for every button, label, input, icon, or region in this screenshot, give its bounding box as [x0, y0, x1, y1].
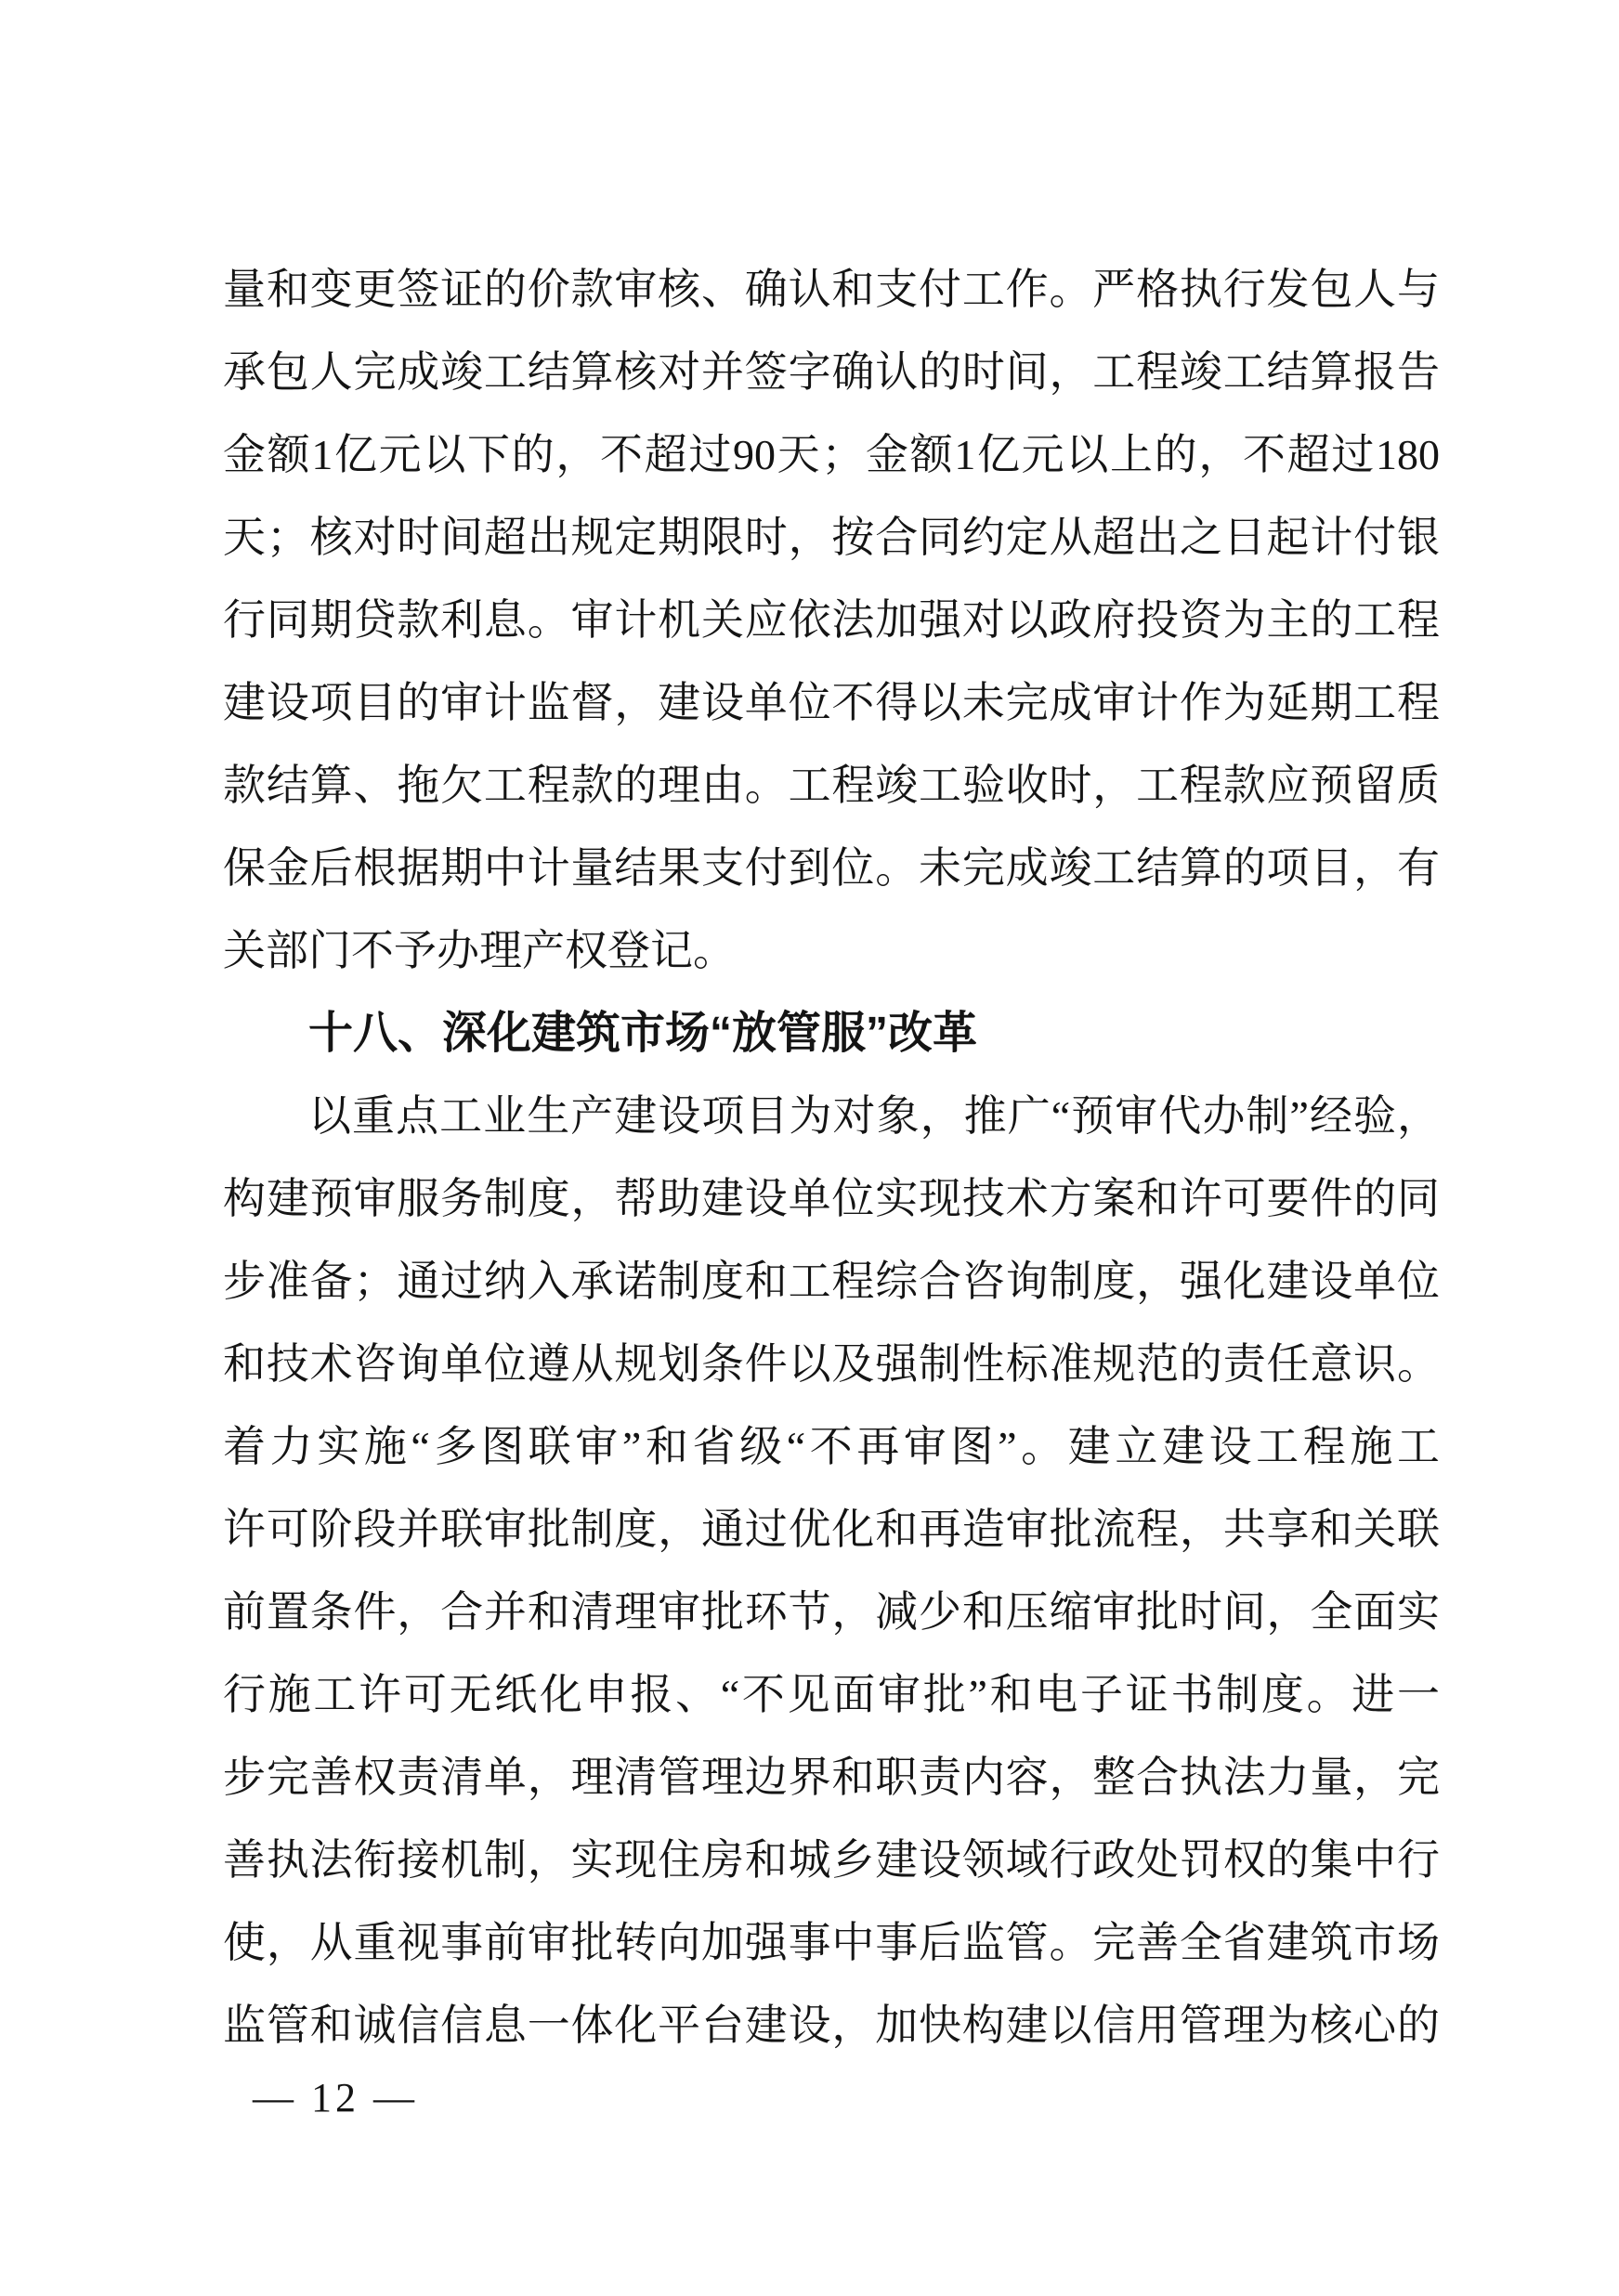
- text-line: 天；核对时间超出规定期限时，按合同约定从超出之日起计付银: [223, 514, 1440, 561]
- text-line: 行施工许可无纸化申报、“不见面审批”和电子证书制度。进一: [223, 1671, 1440, 1718]
- text-line: 许可阶段并联审批制度，通过优化和再造审批流程，共享和关联: [223, 1506, 1440, 1553]
- document-text-block: [223, 248, 1440, 2067]
- text-line: 款结算、拖欠工程款的理由。工程竣工验收时，工程款应预留质: [223, 762, 1440, 809]
- text-line: 行同期贷款利息。审计机关应依法加强对以政府投资为主的工程: [223, 596, 1440, 644]
- text-line: 监管和诚信信息一体化平台建设，加快构建以信用管理为核心的: [223, 2002, 1440, 2049]
- text-line: 构建预审服务制度，帮助建设单位实现技术方案和许可要件的同: [223, 1175, 1440, 1222]
- text-line: 步完善权责清单，理清管理边界和职责内容，整合执法力量，完: [223, 1754, 1440, 1801]
- text-line: 金额1亿元以下的，不超过90天；金额1亿元以上的，不超过180: [223, 431, 1440, 478]
- text-line: 善执法衔接机制，实现住房和城乡建设领域行政处罚权的集中行: [223, 1836, 1440, 1884]
- text-line: 以重点工业生产建设项目为对象，推广“预审代办制”经验，: [308, 1092, 1440, 1140]
- text-line: 保金后根据期中计量结果支付到位。未完成竣工结算的项目，有: [223, 844, 1440, 892]
- text-line: 前置条件，合并和清理审批环节，减少和压缩审批时间，全面实: [223, 1588, 1440, 1636]
- text-line: 关部门不予办理产权登记。: [223, 927, 736, 974]
- text-line: 和技术咨询单位遵从规划条件以及强制性标准规范的责任意识。: [223, 1340, 1440, 1388]
- text-line: 量和变更签证的价款审核、确认和支付工作。严格执行发包人与: [223, 266, 1440, 313]
- text-line: 着力实施“多图联审”和省级“不再审图”。建立建设工程施工: [223, 1423, 1440, 1470]
- text-line: 步准备；通过纳入承诺制度和工程综合咨询制度，强化建设单位: [223, 1258, 1440, 1305]
- page-number: — 12 —: [253, 2075, 418, 2120]
- text-line: 承包人完成竣工结算核对并签字确认的时间，工程竣工结算报告: [223, 348, 1440, 396]
- section-heading: 十八、深化建筑市场“放管服”改革: [308, 1009, 978, 1058]
- text-line: 使，从重视事前审批转向加强事中事后监管。完善全省建筑市场: [223, 1919, 1440, 1966]
- text-line: 建设项目的审计监督，建设单位不得以未完成审计作为延期工程: [223, 679, 1440, 726]
